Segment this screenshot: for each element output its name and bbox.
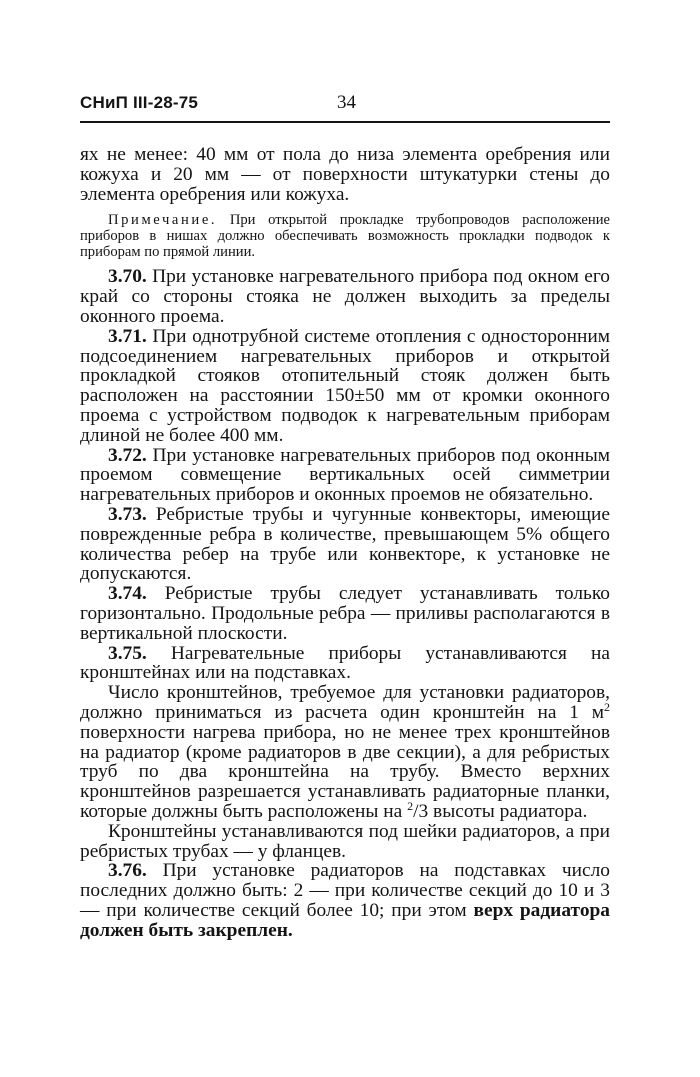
fraction-numerator: 2 <box>407 798 414 813</box>
paragraph-continuation: ях не менее: 40 мм от пола до низа элемента оребрения или кожуха и 20 мм — от поверхности штукатурки стены до элемента оребрения или кожуха. <box>80 144 610 205</box>
section-3-75 <box>80 644 610 684</box>
section-text: Ребристые трубы и чугунные конвекторы, имеющие поврежденные ребра в количестве, превышающем 5% общего количества ребер на трубе или конвекторе, к установке не допускаются. <box>80 503 610 585</box>
section-number: 3.76. <box>108 860 147 882</box>
section-text: При однотрубной системе отопления с односторонним подсоединением нагревательных приборов и открытой прокладкой стояков отопительный стояк должен быть расположен на расстоянии 150±50 мм от кромки оконного проема с устройством подводок к нагревательным приборам длиной не более 400 мм. <box>80 325 610 446</box>
brackets-text-3: высоты радиатора. <box>428 800 588 822</box>
section-text: При установке нагревательного прибора под окном его край со стороны стояка не должен выходить за пределы оконного проема. <box>80 266 610 327</box>
superscript-two: 2 <box>604 699 610 714</box>
section-3-72 <box>80 446 610 505</box>
page-number: 34 <box>337 92 356 113</box>
section-number: 3.70. <box>108 266 147 288</box>
note-label: Примечание. <box>108 212 218 229</box>
document-code: СНиП III-28-75 <box>80 93 199 112</box>
section-number: 3.71. <box>108 325 147 347</box>
section-3-73 <box>80 505 610 584</box>
section-text: При установке нагревательных приборов под оконным проемом совмещение вертикальных осей симметрии нагревательных приборов и оконных проемов не обязательно. <box>80 444 610 506</box>
paragraph-brackets: Число кронштейнов, требуемое для установки радиаторов, должно приниматься из расчета один кронштейн на 1 $м^2$ поверхности нагрева прибора, но не менее трех кронштейнов на радиатор (кроме радиаторов в две секции), а для ребристых труб по два кронштейна на трубу. Вместо верхних кронштейнов разрешается устанавливать радиаторные планки, которые должны быть расположены на $^2$/3 высоты радиатора. <box>80 682 610 822</box>
page-header <box>80 93 610 121</box>
section-text: Нагревательные приборы устанавливаются на кронштейнах или на подставках. <box>80 642 610 684</box>
section-number: 3.75. <box>108 642 147 664</box>
section-number: 3.74. <box>108 583 147 605</box>
section-3-70 <box>80 267 610 326</box>
note-paragraph <box>80 212 610 260</box>
paragraph-necks: Кронштейны устанавливаются под шейки радиаторов, а при ребристых трубах — у фланцев. <box>80 820 610 862</box>
note-text: При открытой прокладке трубопроводов расположение приборов в нишах должно обеспечивать возможность прокладки подводок к приборам по прямой линии. <box>80 212 611 261</box>
section-3-74 <box>80 584 610 643</box>
brackets-text-2: поверхности нагрева прибора, но не менее трех кронштейнов на радиатор (кроме радиаторов в две секции), а для ребристых труб по два кронштейна на трубу. Вместо верхних кронштейнов разрешается устанавливать радиаторные планки, которые должны быть расположены на <box>80 721 610 822</box>
section-text: При установке радиаторов на подставках число последних должно быть: 2 — при количестве секций до 10 и 3 — при количестве секций более 10; при этом <box>80 860 610 921</box>
fraction-denominator: 3 <box>418 800 429 822</box>
section-3-71 <box>80 327 610 446</box>
section-number: 3.72. <box>108 444 147 466</box>
section-text-bold: верх радиатора должен быть закреплен. <box>80 899 610 941</box>
header-rule <box>80 121 610 123</box>
section-3-76 <box>80 861 610 940</box>
section-text: Ребристые трубы следует устанавливать только горизонтально. Продольные ребра — приливы располагаются в вертикальной плоскости. <box>80 583 610 644</box>
section-number: 3.73. <box>108 503 147 525</box>
body-text <box>80 145 610 940</box>
brackets-text-1: Число кронштейнов, требуемое для установки радиаторов, должно приниматься из расчета один кронштейн на 1 м <box>80 682 610 723</box>
